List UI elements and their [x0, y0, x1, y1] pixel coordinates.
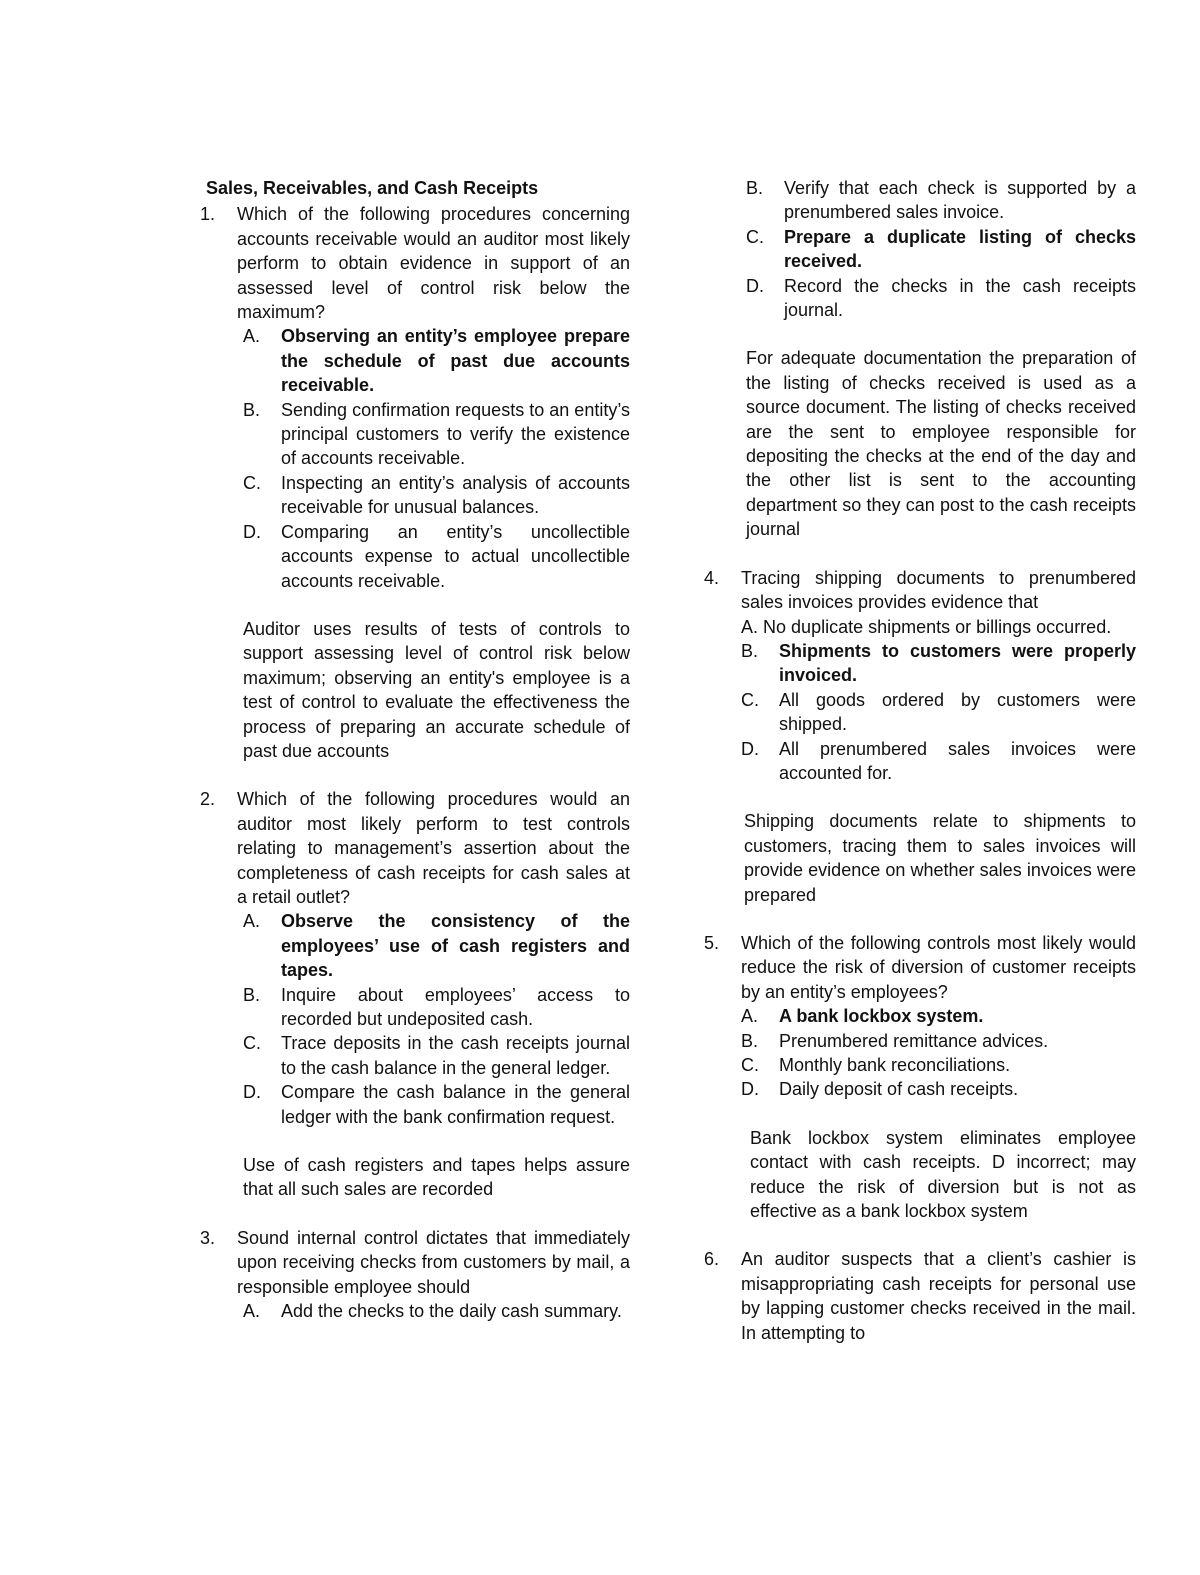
option-text: Observing an entity’s employee prepare the schedule of past due accounts receivable. [281, 326, 630, 396]
option-text: A bank lockbox system. [779, 1006, 984, 1027]
question-4 [704, 566, 1136, 786]
option-c [741, 1053, 1136, 1077]
option-letter: D. [746, 275, 764, 296]
option-text: Inspecting an entity’s analysis of accounts receivable for unusual balances. [281, 472, 630, 518]
option-text: Trace deposits in the cash receipts journal to the cash balance in the general ledger. [281, 1033, 630, 1078]
option-text: Compare the cash balance in the general ledger with the bank confirmation request. [281, 1082, 630, 1127]
question-text: Which of the following procedures concerning accounts receivable would an auditor most likely perform to obtain evidence in support of an assessed level of control risk below the maximum? [237, 204, 630, 323]
option-b [243, 398, 630, 471]
option-b [741, 639, 1136, 688]
explanation-4: Shipping documents relate to shipments to customers, tracing them to sales invoices will provide evidence on whether sales invoices were prepared [744, 811, 1136, 905]
option-letter: D. [741, 738, 759, 759]
option-text: Sending confirmation requests to an entity’s principal customers to verify the existence of accounts receivable. [281, 399, 630, 469]
option-text: Record the checks in the cash receipts journal. [784, 275, 1136, 321]
option-letter: C. [243, 472, 261, 493]
option-text: Prenumbered remittance advices. [779, 1030, 1049, 1051]
option-c [741, 688, 1136, 737]
option-a [741, 615, 1136, 639]
option-text: Monthly bank reconciliations. [779, 1055, 1011, 1075]
question-number: 5. [704, 932, 720, 953]
option-a [741, 1004, 1136, 1028]
question-2 [200, 787, 630, 1129]
option-a [243, 909, 630, 982]
options-list [741, 615, 1136, 786]
options-list [243, 909, 630, 1129]
options-list [243, 1299, 630, 1323]
explanation-5: Bank lockbox system eliminates employee contact with cash receipts. D incorrect; may reduce the risk of diversion but is not as effective as a bank lockbox system [750, 1127, 1136, 1222]
question-number: 2. [200, 789, 216, 810]
question-text: An auditor suspects that a client’s cashier is misappropriating cash receipts for personal use by lapping customer checks received in the mail. In attempting to [741, 1249, 1136, 1343]
option-letter: D. [243, 521, 261, 542]
option-text: Observe the consistency of the employees’ use of cash registers and tapes. [281, 911, 630, 981]
option-c [243, 471, 630, 520]
option-a [243, 1299, 630, 1323]
question-text: Tracing shipping documents to prenumbered sales invoices provides evidence that [741, 567, 1136, 613]
options-list-continued [746, 176, 1136, 322]
option-b [746, 176, 1136, 225]
option-letter: B. [741, 640, 759, 661]
option-letter: A. [243, 911, 261, 932]
option-c [746, 225, 1136, 274]
option-letter: C. [243, 1033, 261, 1054]
option-letter: A. [741, 616, 759, 637]
option-b [741, 1029, 1136, 1053]
question-number: 6. [704, 1249, 720, 1270]
option-letter: C. [741, 1055, 759, 1075]
option-letter: B. [243, 399, 261, 420]
option-text: Add the checks to the daily cash summary. [281, 1301, 622, 1322]
option-letter: A. [741, 1006, 759, 1027]
option-letter: D. [243, 1082, 261, 1103]
option-letter: A. [243, 326, 261, 347]
options-list [243, 324, 630, 592]
option-text: Prepare a duplicate listing of checks received. [784, 226, 1136, 272]
option-text: Comparing an entity’s uncollectible accounts expense to actual uncollectible accounts receivable. [281, 521, 630, 591]
option-letter: D. [741, 1079, 759, 1100]
question-3 [200, 1226, 630, 1324]
question-number: 3. [200, 1227, 216, 1248]
option-text: All goods ordered by customers were shipped. [779, 689, 1136, 735]
option-letter: A. [243, 1301, 261, 1322]
option-text: Daily deposit of cash receipts. [779, 1079, 1019, 1100]
page-title: Sales, Receivables, and Cash Receipts [206, 178, 539, 198]
explanation-3: For adequate documentation the preparation of the listing of checks received is used as a source document. The listing of checks received are the sent to employee responsible for depositing the checks at the end of the day and the other list is sent to the accounting department so they can post to the cash receipts journal [746, 348, 1136, 540]
option-text: Verify that each check is supported by a prenumbered sales invoice. [784, 178, 1136, 223]
option-text: Shipments to customers were properly invoiced. [779, 640, 1136, 686]
option-c [243, 1031, 630, 1080]
option-d [746, 274, 1136, 323]
option-text: Inquire about employees’ access to recorded but undeposited cash. [281, 984, 630, 1029]
right-column [704, 176, 1136, 1345]
option-letter: C. [741, 689, 759, 710]
option-letter: B. [746, 178, 764, 198]
question-text: Which of the following controls most likely would reduce the risk of diversion of customer receipts by an entity’s employees? [741, 932, 1136, 1002]
question-1 [200, 202, 630, 593]
option-a-text [741, 615, 1136, 639]
option-a [243, 324, 630, 397]
question-6 [704, 1247, 1136, 1345]
explanation-2: Use of cash registers and tapes helps assure that all such sales are recorded [243, 1155, 630, 1200]
left-column [200, 176, 630, 1323]
option-d [741, 737, 1136, 786]
options-list [741, 1004, 1136, 1102]
explanation-1: Auditor uses results of tests of controls to support assessing level of control risk below maximum; observing an entity's employee is a test of control to evaluate the effectiveness the process of preparing an accurate schedule of past due accounts [243, 618, 630, 761]
question-number: 1. [200, 204, 216, 225]
option-b [243, 983, 630, 1032]
question-text: Which of the following procedures would an auditor most likely perform to test controls relating to management’s assertion about the completeness of cash receipts for cash sales at a retail outlet? [237, 789, 630, 907]
option-d [243, 1080, 630, 1129]
option-letter: C. [746, 226, 764, 247]
question-number: 4. [704, 567, 720, 588]
option-text: No duplicate shipments or billings occurred. [763, 616, 1112, 637]
question-5 [704, 931, 1136, 1102]
option-letter: B. [243, 984, 261, 1005]
option-letter: B. [741, 1030, 759, 1051]
question-text: Sound internal control dictates that immediately upon receiving checks from customers by mail, a responsible employee should [237, 1227, 630, 1297]
option-d [741, 1077, 1136, 1101]
option-d [243, 520, 630, 593]
option-text: All prenumbered sales invoices were accounted for. [779, 738, 1136, 783]
